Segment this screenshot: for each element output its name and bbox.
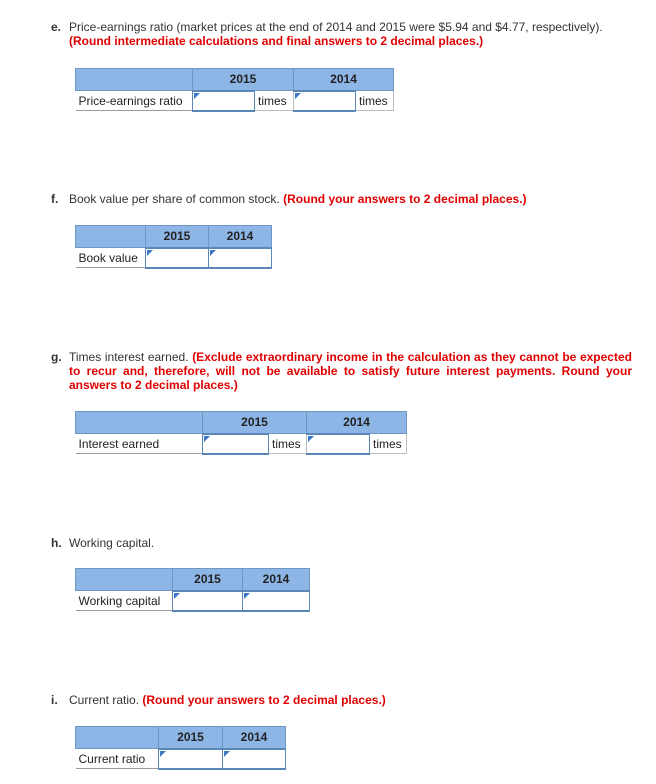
- interest-earned-2014-unit: times: [370, 434, 407, 454]
- table-g-header-blank: [76, 412, 203, 434]
- table-g-col-2014: 2014: [307, 412, 407, 434]
- question-e: [51, 20, 632, 48]
- question-i-note: (Round your answers to 2 decimal places.): [142, 693, 386, 707]
- pe-ratio-2014-unit: times: [356, 91, 394, 111]
- table-f: [75, 225, 272, 269]
- table-e-row-label: Price-earnings ratio: [76, 91, 193, 111]
- table-h-header: [76, 569, 310, 591]
- question-f: [51, 192, 632, 206]
- table-h-col-2015: 2015: [173, 569, 243, 591]
- table-f-col-2015: 2015: [146, 226, 209, 248]
- question-h-text: Working capital.: [69, 536, 155, 550]
- table-h-col-2014: 2014: [243, 569, 310, 591]
- question-e-text: Price-earnings ratio (market prices at the end of 2014 and 2015 were $5.94 and $4.77, respectively).: [69, 20, 603, 34]
- current-ratio-2015-input[interactable]: [159, 749, 223, 769]
- question-g-text: Times interest earned.: [69, 350, 189, 364]
- table-f-row-label: Book value: [76, 248, 146, 268]
- table-h-header-blank: [76, 569, 173, 591]
- book-value-2015-input[interactable]: [146, 248, 209, 268]
- table-g-header: [76, 412, 407, 434]
- pe-ratio-2015-input[interactable]: [193, 91, 255, 111]
- current-ratio-2014-input[interactable]: [223, 749, 286, 769]
- table-f-col-2014: 2014: [209, 226, 272, 248]
- interest-earned-2015-unit: times: [269, 434, 307, 454]
- table-i-header: [76, 727, 286, 749]
- table-f-row: [76, 248, 272, 268]
- table-g-col-2015: 2015: [203, 412, 307, 434]
- table-i-col-2014: 2014: [223, 727, 286, 749]
- question-h: [51, 536, 632, 550]
- pe-ratio-2015-unit: times: [255, 91, 294, 111]
- table-g-row: [76, 434, 407, 454]
- interest-earned-2014-input[interactable]: [307, 434, 370, 454]
- pe-ratio-2014-input[interactable]: [294, 91, 356, 111]
- working-capital-2015-input[interactable]: [173, 591, 243, 611]
- question-e-note: (Round intermediate calculations and final answers to 2 decimal places.): [69, 34, 484, 48]
- table-h-row: [76, 591, 310, 611]
- question-e-letter: e.: [51, 20, 62, 34]
- table-e-header: [76, 69, 394, 91]
- table-f-header-blank: [76, 226, 146, 248]
- table-i-row: [76, 749, 286, 769]
- question-i-letter: i.: [51, 693, 58, 707]
- table-i-header-blank: [76, 727, 159, 749]
- question-h-letter: h.: [51, 536, 62, 550]
- book-value-2014-input[interactable]: [209, 248, 272, 268]
- question-i: [51, 693, 632, 707]
- table-h-row-label: Working capital: [76, 591, 173, 611]
- table-h: [75, 568, 310, 612]
- table-e: [75, 68, 394, 112]
- question-g-letter: g.: [51, 350, 62, 364]
- table-i: [75, 726, 286, 770]
- question-i-text: Current ratio.: [69, 693, 140, 707]
- table-g-row-label: Interest earned: [76, 434, 203, 454]
- table-i-col-2015: 2015: [159, 727, 223, 749]
- table-i-row-label: Current ratio: [76, 749, 159, 769]
- working-capital-2014-input[interactable]: [243, 591, 310, 611]
- table-e-col-2015: 2015: [193, 69, 294, 91]
- table-e-row: [76, 91, 394, 111]
- table-e-header-blank: [76, 69, 193, 91]
- table-e-col-2014: 2014: [294, 69, 394, 91]
- question-f-text: Book value per share of common stock.: [69, 192, 280, 206]
- question-g: [51, 350, 632, 392]
- table-g: [75, 411, 407, 455]
- interest-earned-2015-input[interactable]: [203, 434, 269, 454]
- question-g-note: (Exclude extraordinary income in the calculation as they cannot be expected to recur and, therefore, will not be available to satisfy future interest payments. Round your answers to 2 decimal places.): [69, 350, 632, 392]
- question-f-note: (Round your answers to 2 decimal places.): [283, 192, 527, 206]
- table-f-header: [76, 226, 272, 248]
- question-f-letter: f.: [51, 192, 59, 206]
